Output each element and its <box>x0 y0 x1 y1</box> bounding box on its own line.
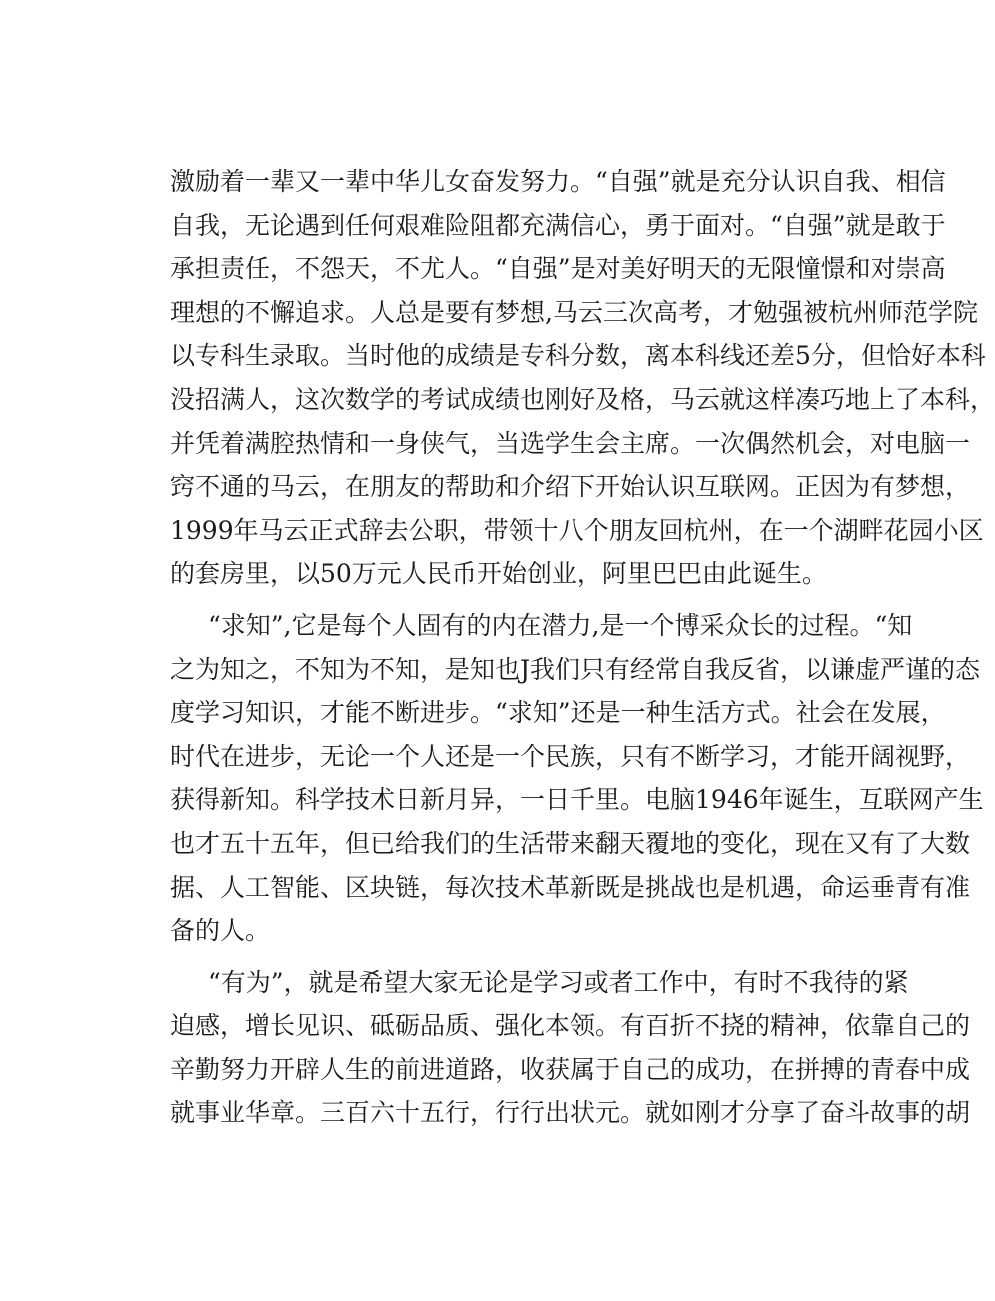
text-line: “求知”,它是每个人固有的内在潜力,是一个博采众长的过程。“知 <box>208 610 913 640</box>
document-body <box>170 160 995 1135</box>
text-line: 据、人工智能、区块链，每次技术革新既是挑战也是机遇，命运垂青有准 <box>170 872 971 902</box>
text-line: 度学习知识，才能不断进步。“求知”还是一种生活方式。社会在发展， <box>170 698 946 728</box>
text-line: 的套房里，以50万元人民币开始创业，阿里巴巴由此诞生。 <box>170 559 827 589</box>
text-line: 辛勤努力开辟人生的前进道路，收获属于自己的成功，在拼搏的青春中成 <box>170 1054 971 1084</box>
text-line: 时代在进步，无论一个人还是一个民族，只有不断学习，才能开阔视野， <box>170 741 971 771</box>
text-line: 获得新知。科学技术日新月异，一日千里。电脑1946年诞生，互联网产生 <box>170 785 984 815</box>
text-line: 1999年马云正式辞去公职，带领十八个朋友回杭州，在一个湖畔花园小区 <box>170 515 984 545</box>
text-line: 之为知之，不知为不知，是知也J我们只有经常自我反省，以谦虚严谨的态 <box>170 654 981 684</box>
text-line: 并凭着满腔热情和一身侠气，当选学生会主席。一次偶然机会，对电脑一 <box>170 428 971 458</box>
text-line: “有为”，就是希望大家无论是学习或者工作中，有时不我待的紧 <box>208 967 909 997</box>
paragraph-self-strengthening <box>170 160 995 596</box>
text-line: 没招满人，这次数学的考试成绩也刚好及格，马云就这样凑巧地上了本科， <box>170 384 995 414</box>
paragraph-achievement <box>170 961 971 1135</box>
text-line: 激励着一辈又一辈中华儿女奋发努力。“自强”就是充分认识自我、相信 <box>170 167 946 196</box>
text-line: 窍不通的马云，在朋友的帮助和介绍下开始认识互联网。正因为有梦想， <box>170 472 971 502</box>
text-line: 迫感，增长见识、砥砺品质、强化本领。有百折不挠的精神，依靠自己的 <box>170 1011 971 1041</box>
text-line: 理想的不懈追求。人总是要有梦想,马云三次高考，才勉强被杭州师范学院 <box>170 297 978 327</box>
text-line: 自我，无论遇到任何艰难险阻都充满信心，勇于面对。“自强”就是敢于 <box>170 210 946 240</box>
text-line: 也才五十五年，但已给我们的生活带来翻天覆地的变化，现在又有了大数 <box>170 828 971 858</box>
paragraph-spacer <box>170 953 830 961</box>
text-line: 备的人。 <box>170 916 271 946</box>
text-line: 以专科生录取。当时他的成绩是专科分数，离本科线还差5分，但恰好本科 <box>170 341 986 371</box>
text-line: 就事业华章。三百六十五行，行行出状元。就如刚才分享了奋斗故事的胡 <box>170 1098 971 1128</box>
paragraph-seeking-knowledge <box>170 604 984 953</box>
text-line: 承担责任，不怨天，不尤人。“自强”是对美好明天的无限憧憬和对崇高 <box>170 254 946 284</box>
paragraph-spacer <box>170 596 830 604</box>
